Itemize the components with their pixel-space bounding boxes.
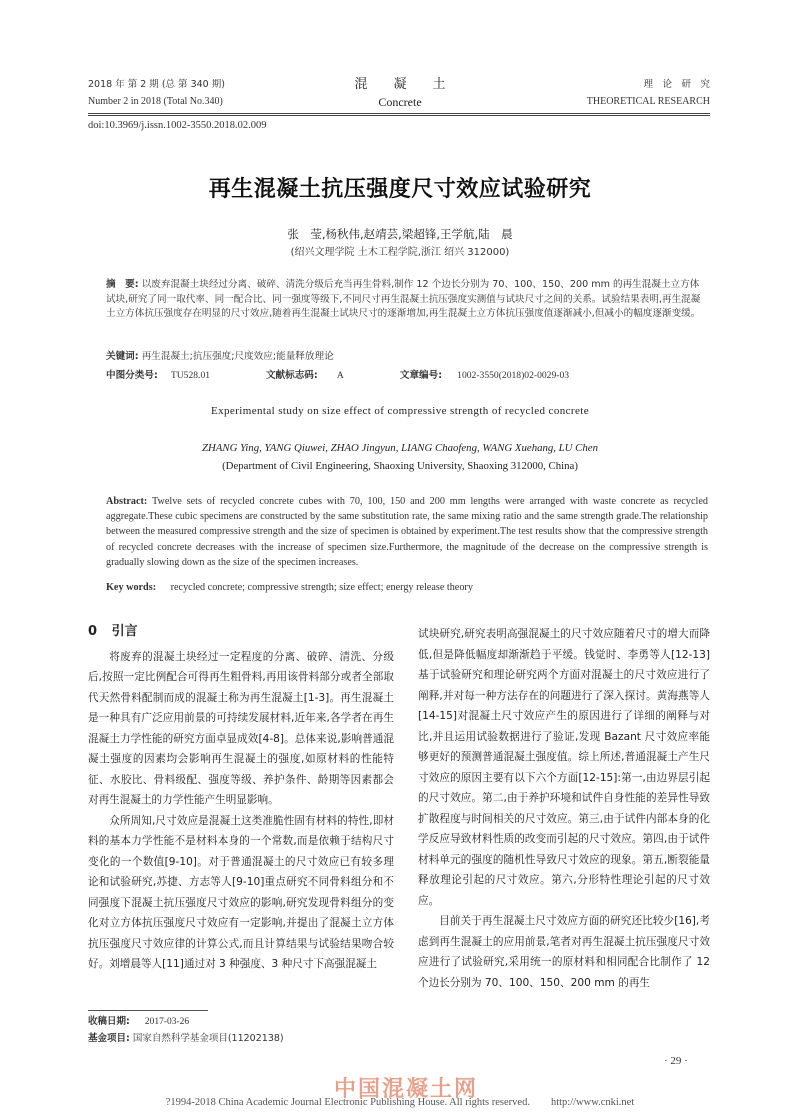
keywords-en xyxy=(106,580,708,595)
affiliation-en: (Department of Civil Engineering, Shaoxing University, Shaoxing 312000, China) xyxy=(222,460,578,472)
section-name-en: THEORETICAL RESEARCH xyxy=(586,96,710,107)
footnote-rule xyxy=(88,1010,208,1011)
abstract-en-text: Twelve sets of recycled concrete cubes with 70, 100, 150 and 200 mm lengths were arranged with waste concrete as recycled aggregate.These cubic specimens are constructed by the same substitution rate, the same mixing ratio and the same strength grade.The relationship between the measured compressive strength and the size of specimen is obtained by experiment.The test results show that the compressive strength of recycled concrete decreases with the increase of specimen size.Furthermore, the magnitude of the decrease on the compressive strength is gradually slowing down as the size of the specimen increases. xyxy=(106,496,708,568)
affiliation-cn: (绍兴文理学院 土木工程学院,浙江 绍兴 312000) xyxy=(290,247,510,258)
journal-issue-en: Number 2 in 2018 (Total No.340) xyxy=(88,96,223,107)
abstract-cn xyxy=(106,278,708,322)
right-column xyxy=(418,624,710,993)
intro-paragraph-2: 众所周知,尺寸效应是混凝土这类准脆性固有材料的特性,即材料的基本力学性能不是材料本身的一个常数,而是依赖于结构尺寸变化的一个数值[9-10]。对于普通混凝土的尺寸效应已有较多理论和试验研究,苏捷、方志等人[9-10]重点研究不同骨料组分和不同强度下混凝土抗压强度尺寸效应的影响,研究发现骨料组分的变化对立方体抗压强度尺寸效应有一定影响,并提出了混凝土立方体抗压强度尺寸效应律的计算公式,而且计算结果与试验结果吻合较好。刘增晨等人[11]通过对 3 种强度、3 种尺寸下高强混凝土 xyxy=(88,814,394,970)
received-date xyxy=(88,1015,189,1029)
intro-paragraph-4: 目前关于再生混凝土尺寸效应方面的研究还比较少[16],考虑到再生混凝土的应用前景,笔者对再生混凝土抗压强度尺寸效应进行了试验研究,采用统一的原材料和相同配合比制作了 12 个边长分别为 70、100、150、200 mm 的再生 xyxy=(418,915,710,989)
doc-code-value: A xyxy=(336,370,344,381)
fund-value: 国家自然科学基金项目(11202138) xyxy=(132,1033,284,1044)
abstract-cn-label: 摘 要: xyxy=(106,279,139,290)
received-label: 收稿日期: xyxy=(88,1016,130,1027)
left-column xyxy=(88,622,394,975)
received-value: 2017-03-26 xyxy=(144,1017,190,1027)
section-title: 引言 xyxy=(111,624,138,639)
abstract-cn-text: 以废弃混凝土块经过分离、破碎、清洗分级后充当再生骨料,制作 12 个边长分别为 70、100、150、200 mm 的再生混凝土立方体试块,研究了同一取代率、同一配合比、同一强度等级下,不同尺寸再生混凝土抗压强度实测值与试块尺寸之间的关系。试验结果表明,再生混凝土立方体抗压强度存在明显的尺寸效应,随着再生混凝土试块尺寸的逐渐增加,再生混凝土立方体抗压强度值逐渐减小,但减小的幅度逐渐变缓。 xyxy=(106,279,701,320)
intro-paragraph-3: 试块研究,研究表明高强混凝土的尺寸效应随着尺寸的增大而降低,但是降低幅度却渐渐趋于平缓。钱觉时、李勇等人[12-13]基于试验研究和理论研究两个方面对混凝土的尺寸效应进行了阐释,并对每一种方法存在的问题进行了深入探讨。黄海燕等人[14-15]对混凝土尺寸效应产生的原因进行了详细的阐释与对比,并且运用试验数据进行了验证,发现 Bazant 尺寸效应率能够更好的预测普通混凝土强度值。综上所述,普通混凝土产生尺寸效应的原因主要有以下六个方面[12-15]:第一,由边界层引起的尺寸效应。第二,由于养护环境和试件自身性能的差异性导致扩散程度与时间相关的尺寸效应。第三,由于试件内部本身的化学反应导致材料性质的改变而引起的尺寸效应。第四,由于试件材料单元的强度的随机性导致尺寸效应的现象。第五,断裂能量释放理论引起的尺寸效应。第六,分形特性理论引起的尺寸效应。 xyxy=(418,628,710,907)
header-rule-2 xyxy=(88,115,710,116)
watermark-text: 中国混凝土网 xyxy=(334,1077,479,1102)
paper-title-en: Experimental study on size effect of compressive strength of recycled concrete xyxy=(211,405,589,417)
keywords-en-text: recycled concrete; compressive strength; size effect; energy release theory xyxy=(170,582,473,593)
authors-cn: 张 莹,杨秋伟,赵靖芸,梁超锋,王学航,陆 晨 xyxy=(287,227,513,241)
journal-name-en: Concrete xyxy=(378,95,422,109)
doi: doi:10.3969/j.issn.1002-3550.2018.02.009 xyxy=(88,120,267,131)
classification-row xyxy=(106,369,708,384)
article-no-label: 文章编号: xyxy=(399,370,443,381)
journal-issue-cn: 2018 年 第 2 期 (总 第 340 期) xyxy=(88,79,225,90)
journal-name-cn: 混 凝 土 xyxy=(354,77,446,92)
header-rule xyxy=(88,113,710,114)
section-number: 0 xyxy=(88,624,98,639)
keywords-cn-text: 再生混凝土;抗压强度;尺度效应;能量释放理论 xyxy=(141,351,334,362)
section-heading xyxy=(88,622,394,643)
intro-paragraph-1: 将废弃的混凝土块经过一定程度的分离、破碎、清洗、分级后,按照一定比例配合可得再生粗骨料,再用该骨料部分或者全部取代天然骨料配制而成的混凝土称为再生混凝土[1-3]。再生混凝土是一种具有广泛应用前景的可持续发展材料,近年来,各学者在再生混凝土力学性能的研究方面卓显成效[4-8]。总体来说,影响普通混凝土强度的因素均会影响再生混凝土的强度,如原材料的性能特征、水胶比、骨料级配、强度等级、养护条件、龄期等因素都会对再生混凝土的力学性能产生明显影响。 xyxy=(88,650,394,806)
fund-project xyxy=(88,1032,284,1046)
fund-label: 基金项目: xyxy=(88,1033,130,1044)
keywords-cn xyxy=(106,350,708,365)
paper-title: 再生混凝土抗压强度尺寸效应试验研究 xyxy=(208,177,592,202)
keywords-en-label: Key words: xyxy=(106,582,157,593)
abstract-en-label: Abstract: xyxy=(106,496,148,507)
keywords-cn-label: 关键词: xyxy=(106,351,139,362)
clc-value: TU528.01 xyxy=(170,370,211,381)
section-name-cn: 理 论 研 究 xyxy=(643,79,710,90)
page-number: · 29 · xyxy=(664,1055,688,1067)
doc-code-label: 文献标志码: xyxy=(265,370,318,381)
authors-en: ZHANG Ying, YANG Qiuwei, ZHAO Jingyun, LIANG Chaofeng, WANG Xuehang, LU Chen xyxy=(202,442,598,454)
abstract-en xyxy=(106,494,708,570)
clc-label: 中图分类号: xyxy=(106,370,158,381)
article-no-value: 1002-3550(2018)02-0029-03 xyxy=(457,370,570,381)
copyright-line: ?1994-2018 China Academic Journal Electronic Publishing House. All rights reserved. http://www.cnki.net xyxy=(165,1097,635,1108)
